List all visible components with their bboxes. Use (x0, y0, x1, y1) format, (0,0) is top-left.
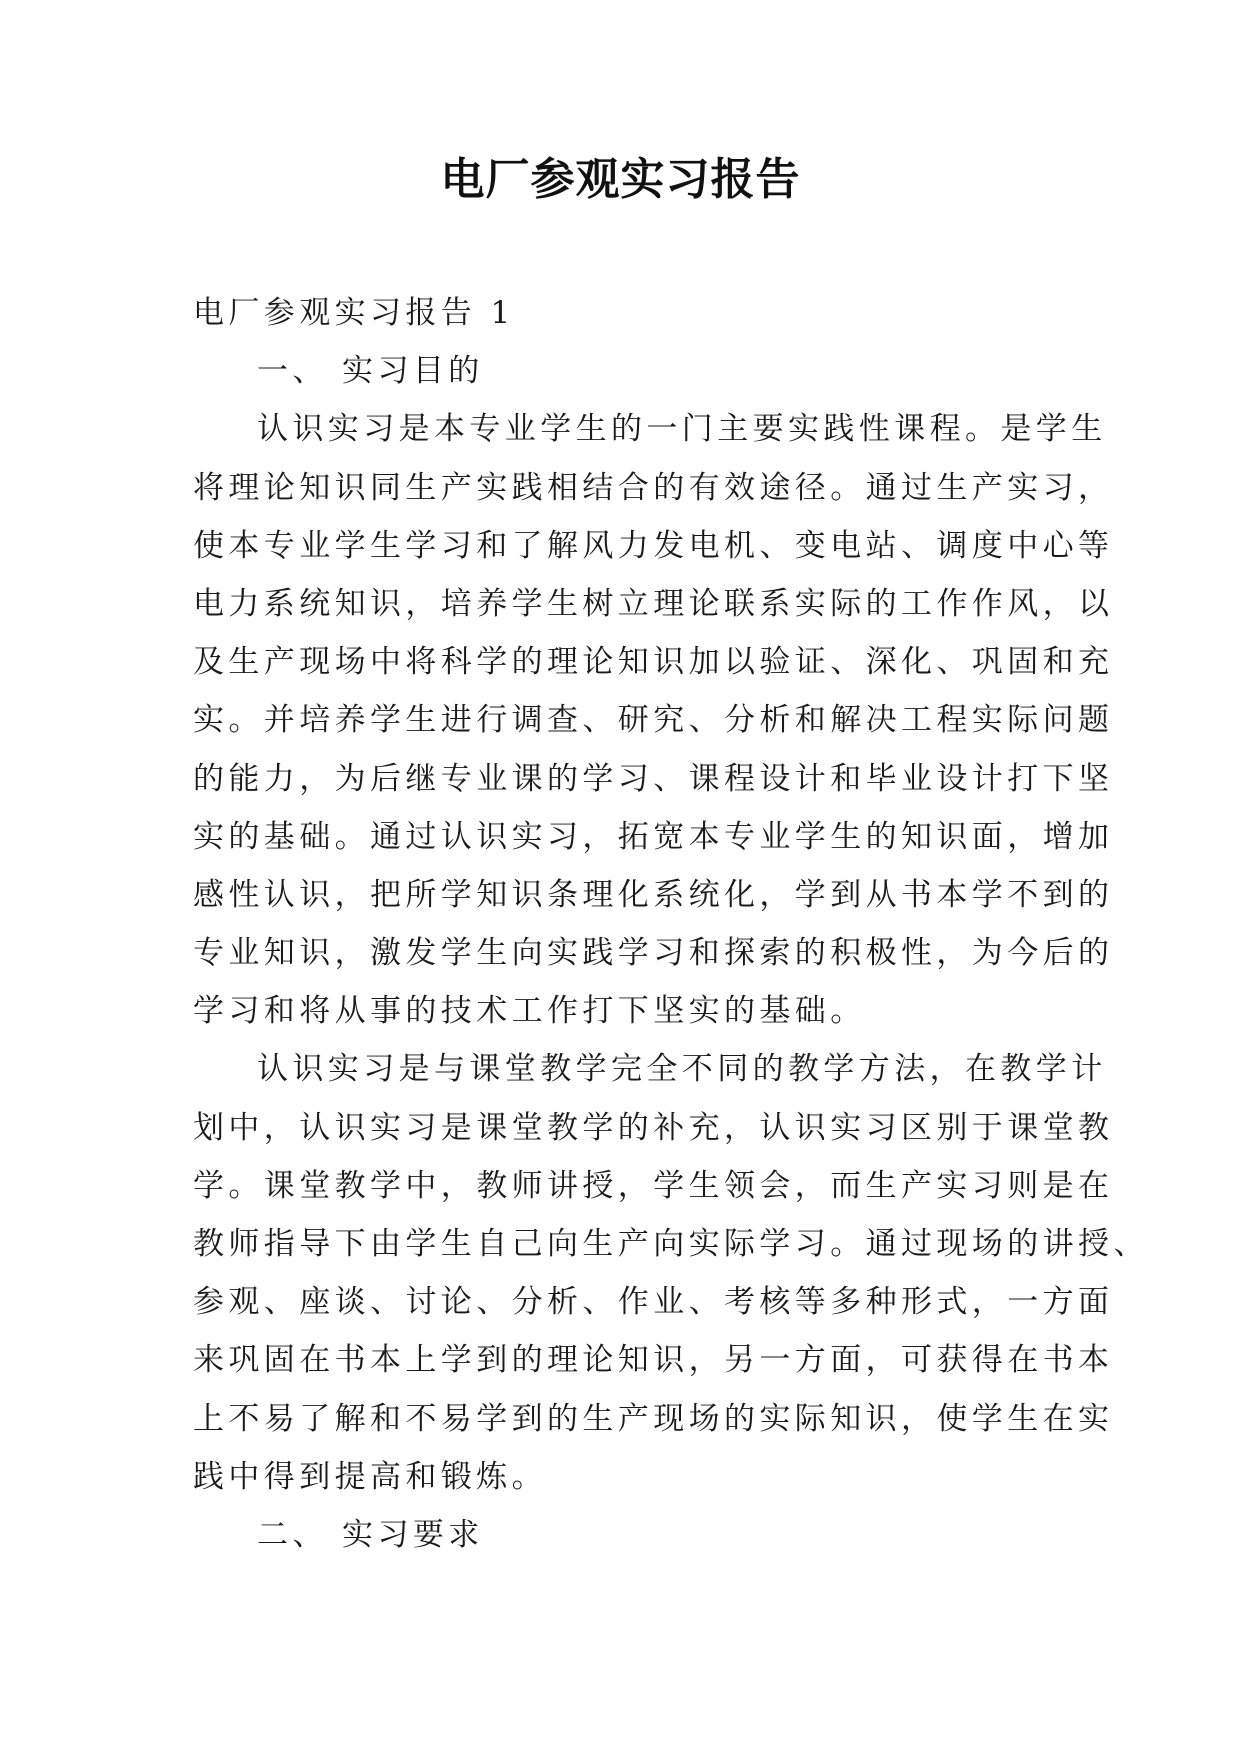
report-subtitle: 电厂参观实习报告 1 (193, 295, 515, 331)
paragraph-line: 教师指导下由学生自己向生产向实际学习。通过现场的讲授、 (193, 1226, 1149, 1262)
paragraph-line: 感性认识，把所学知识条理化系统化，学到从书本学不到的 (193, 876, 1114, 913)
paragraph-line: 学习和将从事的技术工作打下坚实的基础。 (193, 993, 866, 1030)
paragraph-line: 认识实习是与课堂教学完全不同的教学方法，在教学计 (257, 1051, 1107, 1088)
paragraph-method (193, 1040, 1149, 1506)
section-heading-purpose: 一、 实习目的 (257, 353, 484, 390)
paragraph-line: 的能力，为后继专业课的学习、课程设计和毕业设计打下坚 (193, 760, 1114, 797)
paragraph-line: 及生产现场中将科学的理论知识加以验证、深化、巩固和充 (193, 644, 1114, 681)
paragraph-line: 使本专业学生学习和了解风力发电机、变电站、调度中心等 (193, 527, 1114, 564)
document-body (193, 284, 1149, 1564)
paragraph-line: 将理论知识同生产实践相结合的有效途径。通过生产实习， (193, 469, 1114, 506)
paragraph-line: 学。课堂教学中，教师讲授，学生领会，而生产实习则是在 (193, 1167, 1114, 1204)
paragraph-line: 实的基础。通过认识实习，拓宽本专业学生的知识面，增加 (193, 818, 1114, 855)
paragraph-line: 认识实习是本专业学生的一门主要实践性课程。是学生 (257, 411, 1107, 448)
paragraph-line: 来巩固在书本上学到的理论知识，另一方面，可获得在书本 (193, 1342, 1114, 1379)
paragraph-purpose (193, 400, 1114, 1040)
section-heading-requirements: 二、 实习要求 (257, 1516, 484, 1553)
paragraph-line: 上不易了解和不易学到的生产现场的实际知识，使学生在实 (193, 1400, 1114, 1437)
paragraph-line: 践中得到提高和锻炼。 (193, 1458, 547, 1495)
paragraph-line: 参观、座谈、讨论、分析、作业、考核等多种形式，一方面 (193, 1284, 1114, 1321)
paragraph-line: 专业知识，激发学生向实践学习和探索的积极性，为今后的 (193, 935, 1114, 972)
paragraph-line: 实。并培养学生进行调查、研究、分析和解决工程实际问题 (193, 702, 1114, 739)
document-title: 电厂参观实习报告 (440, 154, 801, 205)
paragraph-line: 划中，认识实习是课堂教学的补充，认识实习区别于课堂教 (193, 1109, 1114, 1146)
paragraph-line: 电力系统知识，培养学生树立理论联系实际的工作作风，以 (193, 585, 1114, 622)
